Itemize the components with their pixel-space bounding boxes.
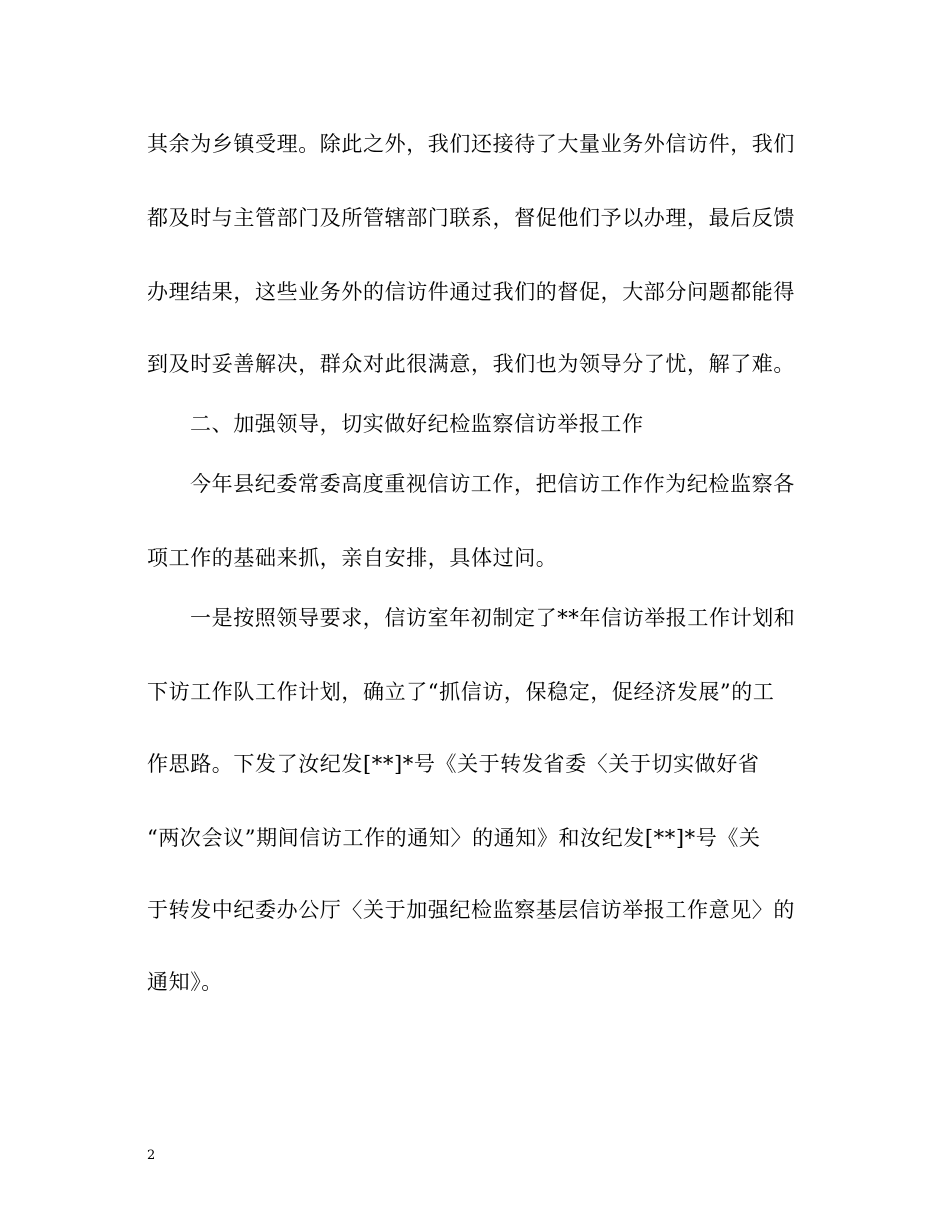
paragraph-line: 项工作的基础来抓，亲自安排，具体过问。 — [147, 546, 558, 570]
paragraph-line: 办理结果，这些业务外的信访件通过我们的督促，大部分问题都能得 — [147, 280, 795, 304]
paragraph-line: 于转发中纪委办公厅〈关于加强纪检监察基层信访举报工作意见〉的 — [147, 898, 795, 922]
paragraph-line: 其余为乡镇受理。除此之外，我们还接待了大量业务外信访件，我们 — [147, 132, 795, 156]
paragraph-line: “两次会议”期间信访工作的通知〉的通知》和汝纪发[**]*号《关 — [147, 826, 761, 850]
paragraph-line: 下访工作队工作计划，确立了“抓信访，保稳定，促经济发展”的工 — [147, 680, 775, 704]
paragraph-line: 作思路。下发了汝纪发[**]*号《关于转发省委〈关于切实做好省 — [147, 752, 760, 776]
paragraph-line: 都及时与主管部门及所管辖部门联系，督促他们予以办理，最后反馈 — [147, 206, 795, 230]
paragraph-line: 到及时妥善解决，群众对此很满意，我们也为领导分了忧，解了难。 — [147, 352, 795, 376]
paragraph-line: 一是按照领导要求，信访室年初制定了**年信访举报工作计划和 — [190, 606, 796, 630]
paragraph-line: 通知》。 — [147, 970, 223, 994]
page-number: 2 — [147, 1148, 156, 1163]
paragraph-line: 今年县纪委常委高度重视信访工作，把信访工作作为纪检监察各 — [190, 472, 795, 496]
section-heading: 二、加强领导，切实做好纪检监察信访举报工作 — [190, 412, 644, 436]
